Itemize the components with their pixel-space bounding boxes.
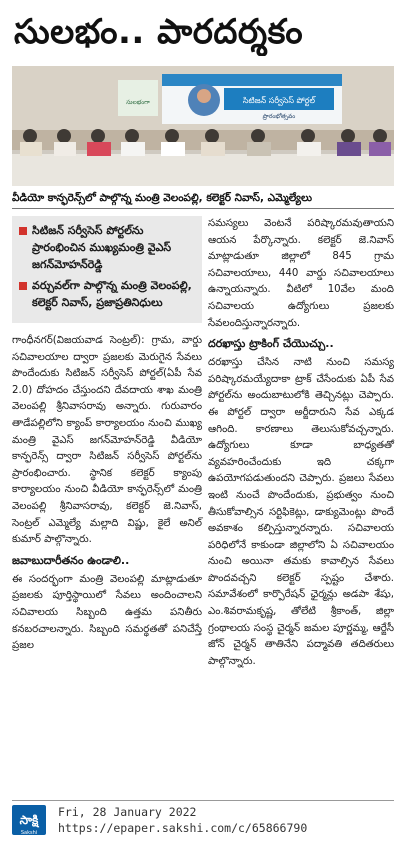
article-paragraph: దరఖాస్తు చేసిన నాటి నుంచి సమస్య పరిష్కారమయ్యేదాకా ట్రాక్ చేసేందుకు ఏపీ సేవ పోర్టల్‌ను అందుబాటులోకి తెచ్చినట్లు చెప్పారు. ఈ పోర్టల్ ద్వారా అర్జీదారుని సేవ ఎక్కడ ఆగింది. కారణాలు తెలుసుకోవచ్చన్నారు. ఉద్యోగులు కూడా బాధ్యతతో వ్యవహరించేందుకు ఇది చక్కగా ఉపయోగపడుతుందని చెప్పారు. ప్రజలు సేవలు ఇంటి నుంచే పొందేందుకు, ప్రభుత్వం నుంచి తీసుకోవాల్సిన సర్టిఫికెట్లు, డాక్యుమెంట్లు పొందే అవకాశం కల్పిస్తున్నారన్నారు. సచివాలయ పరిధిలోనే కాకుండా జిల్లాలోని ఏ సచివాలయం నుంచి అయినా తమకు కావాల్సిన సేవలు పొందవచ్చని కలెక్టర్ స్పష్టం చేశారు. సమావేశంలో కార్పొరేషన్ ఛైర్మన్లు అడపా శేషు, ఎం.శివరామకృష్ణ, తోలేటి శ్రీకాంత్, జిల్లా గ్రంథాలయ సంస్థ చైర్మన్ జమల పూర్ణమ్మ, ఆర్జేసీ జోన్ చైర్మన్ తాతినేని పద్మావతి తదితరులు పాల్గొన్నారు. [208, 357, 394, 667]
footer-date: Fri, 28 January 2022 [58, 805, 197, 819]
highlight-item: వర్చువల్‌గా పాల్గొన్న మంత్రి వెలంపల్లి, కలెక్టర్ నివాస్, ప్రజాప్రతినిధులు [18, 277, 196, 311]
news-photo [12, 66, 394, 186]
sakshi-logo [12, 805, 46, 835]
logo-sub: Sakshi [20, 830, 38, 836]
banner-left: సులభంగా [126, 99, 150, 106]
article-paragraph: గాంధీనగర్(విజయవాడ సెంట్రల్): గ్రామ, వార్డు సచివాలయాల ద్వారా ప్రజలకు మెరుగైన సేవలు పొందేందుకు సిటిజన్ సర్వీసెస్ పోర్టల్(ఏపీ సేవ 2.0) దోహదం చేస్తుందని దేవదాయ శాఖ మంత్రి వెలంపల్లి శ్రీనివాసరావు అన్నారు. గురువారం తాడేపల్లిలోని క్యాంప్ కార్యాలయం నుంచి ముఖ్య మంత్రి వైఎస్ జగన్‌మోహన్‌రెడ్డి వీడియో కాన్ఫరెన్స్ ద్వారా సిటిజన్ సర్వీసెస్ పోర్టల్‌ను ప్రారంభించారు. స్థానిక కలెక్టర్ క్యాంపు కార్యాలయం నుంచి వీడియో కాన్ఫరెన్స్‌లో మంత్రి వెలంపల్లి శ్రీనివాసరావు, కలెక్టర్ జె.నివాస్, సెంట్రల్ ఎమ్మెల్యే మల్లాది విష్ణు, కైలే అనిల్ కుమార్ పాల్గొన్నారు. [12, 335, 202, 546]
logo-text: సాక్షి [19, 813, 39, 827]
footer-text [58, 804, 307, 836]
banner-text: సిటిజన్ సర్వీసెస్ పోర్టల్ [242, 96, 316, 105]
footer-url[interactable]: https://epaper.sakshi.com/c/65866790 [58, 821, 308, 835]
article-paragraph: సమస్యలు వెంటనే పరిష్కారమవుతాయని ఆయన పేర్కొన్నారు. కలెక్టర్ జె.నివాస్ మాట్లాడుతూ జిల్లాలో 845 గ్రామ సచివాలయాలు, 440 వార్డు సచివాలయాలు ఉన్నాయన్నారు. వీటిలో 10వేల మంది సచివాలయ ఉద్యోగులు ప్రజలకు సేవలందిస్తున్నారన్నారు. [208, 218, 394, 329]
highlight-item: సిటిజన్ సర్వీసెస్ పోర్టల్‌ను ప్రారంభించిన ముఖ్యమంత్రి వైఎస్ జగన్‌మోహన్‌రెడ్డి [18, 222, 196, 273]
article-paragraph: ఈ సందర్భంగా మంత్రి వెలంపల్లి మాట్లాడుతూ ప్రజలకు పూర్తిస్థాయిలో సేవలు అందించాలని సచివాలయ సిబ్బంది ఉత్తమ పనితీరు కనబరచాలన్నారు. సిబ్బంది సమర్థతతో పనిచేస్తే ప్రజల [12, 573, 202, 652]
highlights-box [12, 216, 202, 323]
meeting-photo [12, 66, 394, 186]
banner-sub: ప్రారంభోత్సవం [262, 113, 296, 120]
left-column [12, 216, 202, 659]
subheading: దరఖాస్తు ట్రాకింగ్ చేయొచ్చు.. [208, 337, 334, 351]
headline: సులభం.. పారదర్శకం [14, 12, 304, 52]
photo-caption: వీడియో కాన్ఫరెన్స్‌లో పాల్గొన్న మంత్రి వెలంపల్లి, కలెక్టర్ నివాస్, ఎమ్మెల్యేలు [12, 188, 394, 209]
footer [12, 800, 394, 841]
right-column [208, 216, 394, 674]
subheading: జవాబుదారీతనం ఉండాలి.. [12, 553, 130, 567]
